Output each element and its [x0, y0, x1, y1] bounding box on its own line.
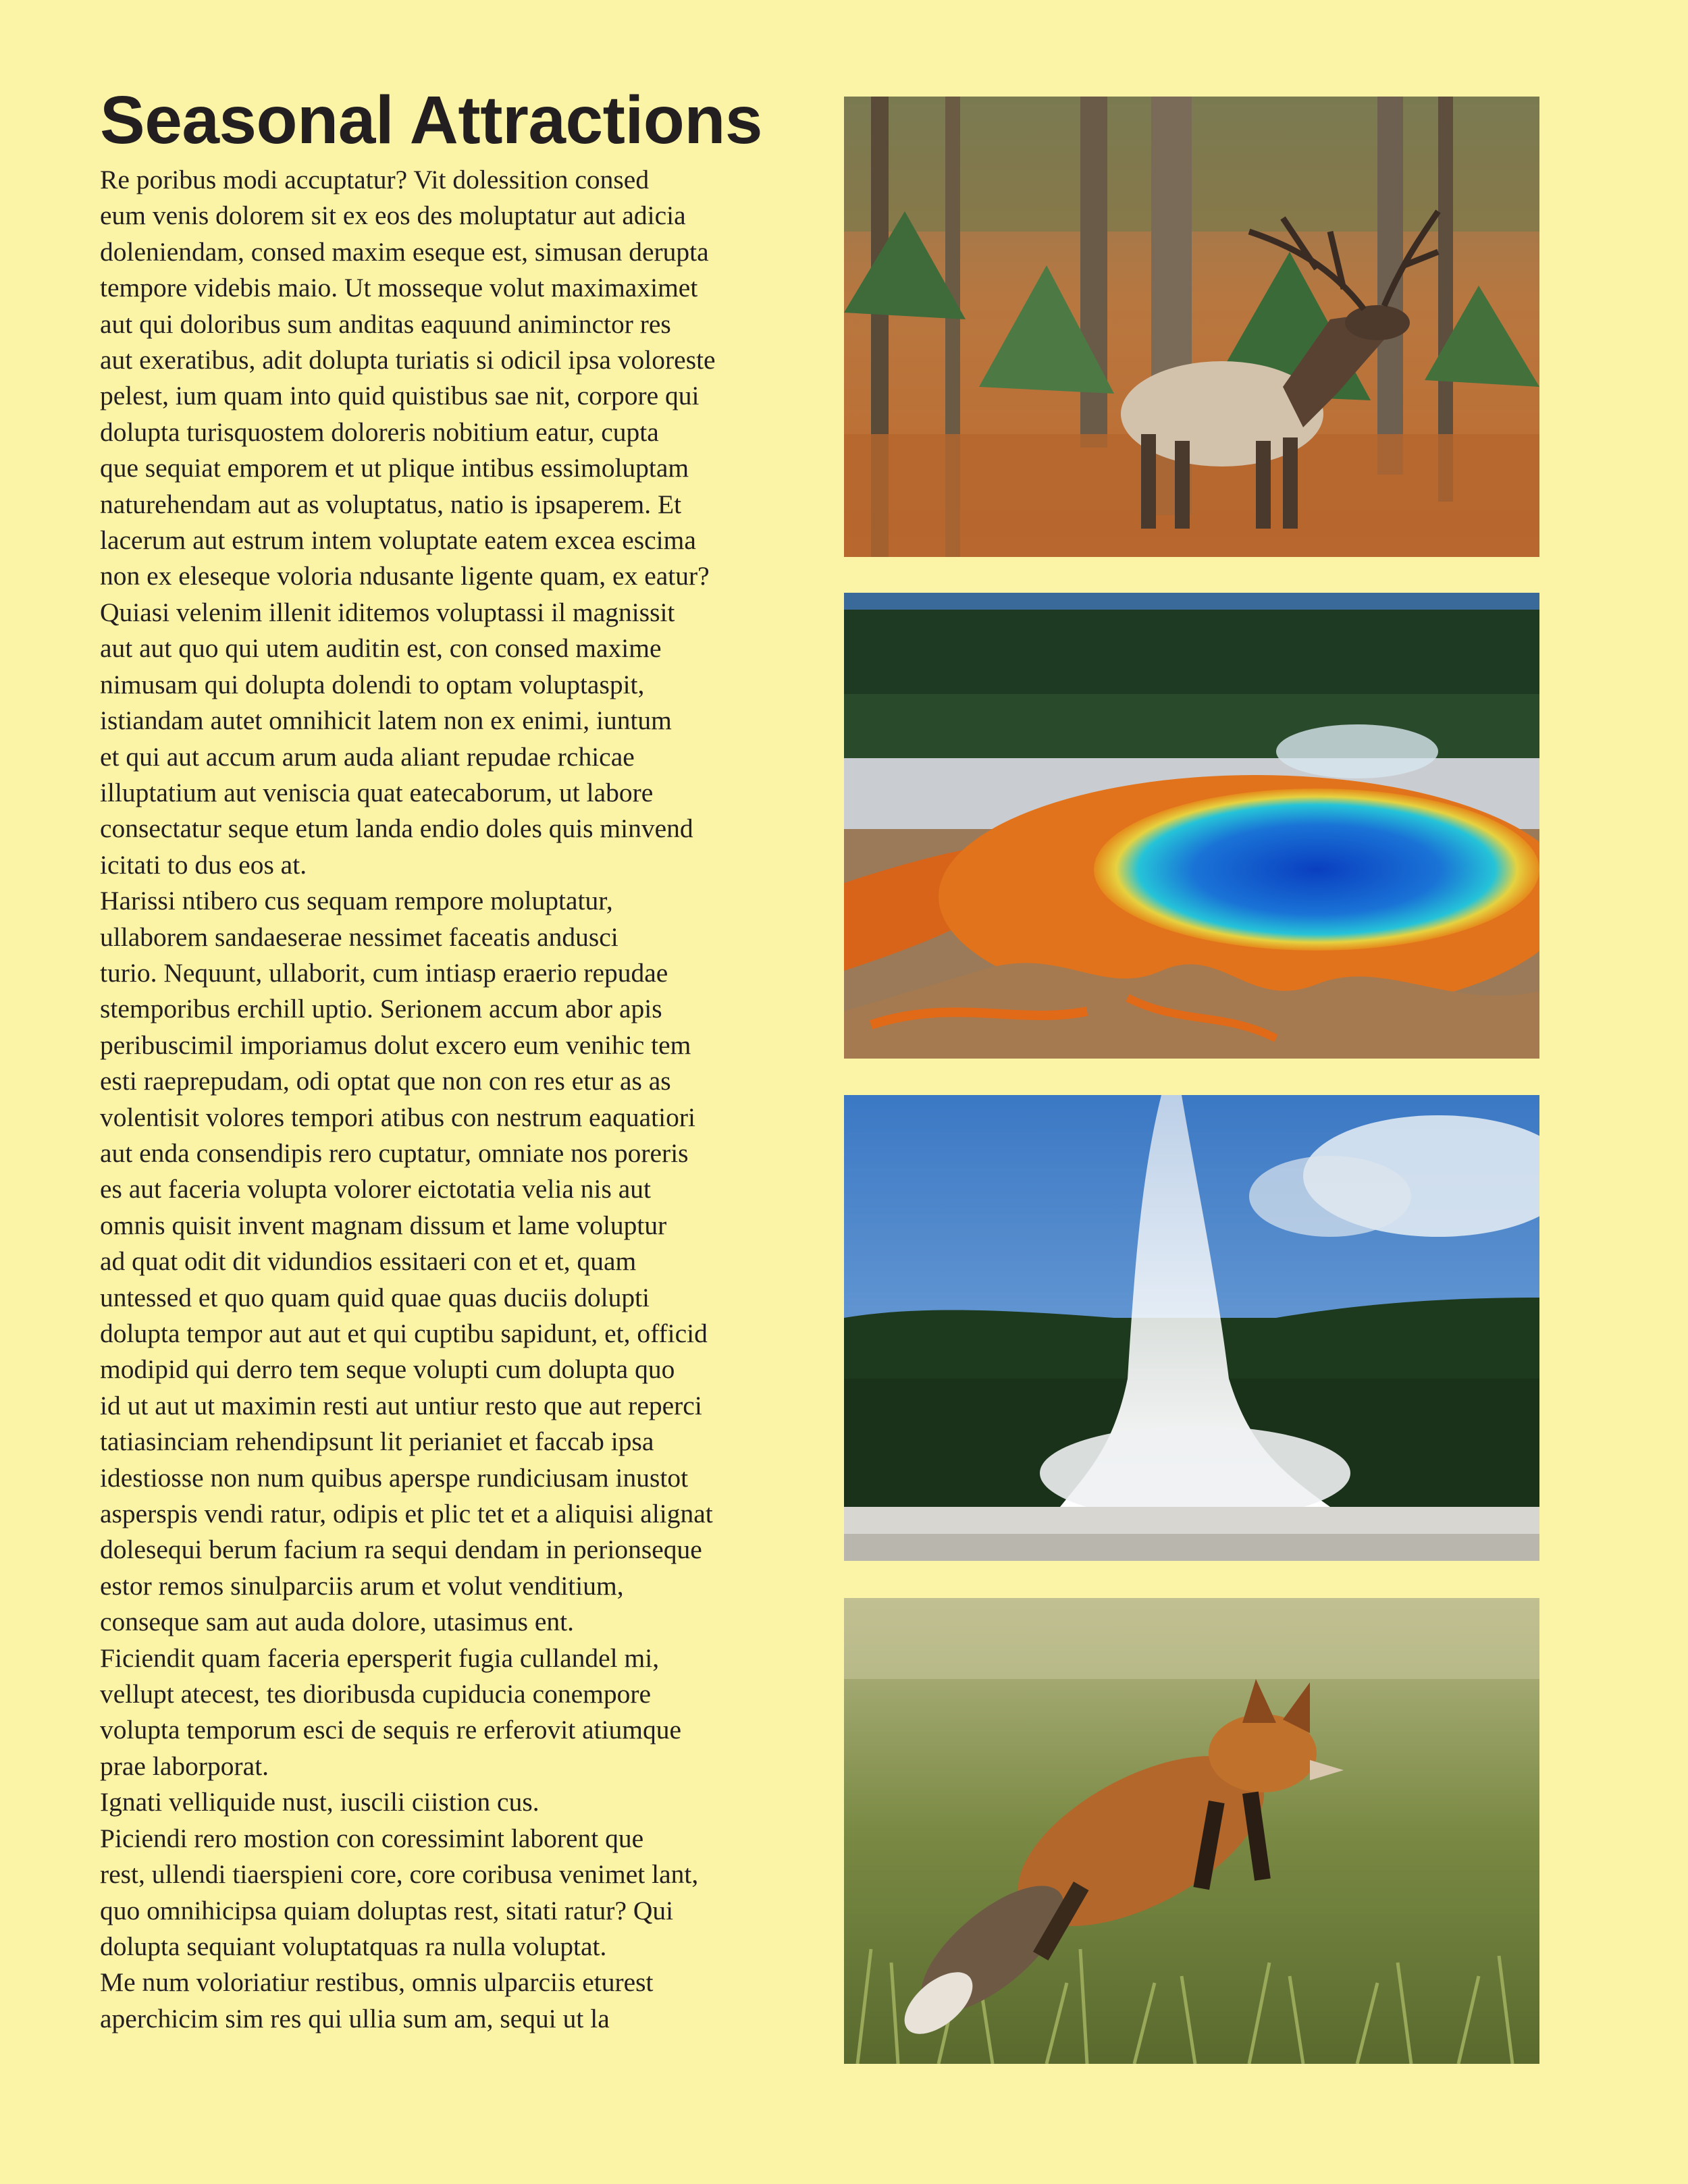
- body-paragraph: Re poribus modi accuptatur? Vit dolessition consed eum venis dolorem sit ex eos des moluptatur aut adicia doleniendam, consed maxim eseque est, simusan derupta tempore videbis maio. Ut mosseque volut maximaximet aut qui doloribus sum anditas eaquund animinctor res aut exeratibus, adit dolupta turiatis si odicil ipsa voloreste pelest, ium quam into quid quistibus sae nit, corpore qui dolupta turisquostem doloreris nobitium eatur, cupta que sequiat emporem et ut plique intibus essimoluptam naturehendam aut as voluptatus, natio is ipsaperem. Et lacerum aut estrum intem voluptate eatem excea escima non ex eleseque voloria ndusante ligente quam, ex eatur? Quiasi velenim illenit iditemos voluptassi il magnissit aut aut quo qui utem auditin est, con consed maxime nimusam qui dolupta dolendi to optam voluptaspit, istiandam autet omnihicit latem non ex enimi, iuntum et qui aut accum arum auda aliant repudae rchicae illuptatium aut veniscia quat eatecaborum, ut labore consectatur seque etum landa endio doles quis minvend icitati to dus eos at.: [100, 165, 716, 880]
- body-paragraph: Me num voloriatiur restibus, omnis ulparciis eturest aperchicim sim res qui ullia sum am, sequi ut la: [100, 1967, 654, 2033]
- elk-photo: [844, 97, 1539, 557]
- page-title: Seasonal Attractions: [100, 82, 763, 158]
- elk-image: [844, 97, 1539, 557]
- hot-spring-image: [844, 593, 1539, 1059]
- geyser-image: [844, 1095, 1539, 1561]
- body-paragraph: Ficiendit quam faceria epersperit fugia cullandel mi, vellupt atecest, tes dioribusda cupiducia conempore volupta temporum esci de sequis re erferovit atiumque prae laborporat.: [100, 1643, 682, 1781]
- geyser-photo: [844, 1095, 1539, 1561]
- body-paragraph: Harissi ntibero cus sequam rempore moluptatur, ullaborem sandaeserae nessimet faceatis andusci turio. Nequunt, ullaborit, cum intiasp eraerio repudae stemporibus erchill uptio. Serionem accum abor apis peribuscimil imporiamus dolut excero eum venihic tem esti raeprepudam, odi optat que non con res etur as as volentisit volores tempori atibus con nestrum eaquatiori aut enda consendipis rero cuptatur, omniate nos poreris es aut faceria volupta volorer eictotatia velia nis aut omnis quisit invent magnam dissum et lame voluptur ad quat odit dit vidundios essitaeri con et et, quam untessed et quo quam quid quae quas duciis dolupti dolupta tempor aut aut et qui cuptibu sapidunt, et, officid modipid qui derro tem seque volupti cum dolupta quo id ut aut ut maximin resti aut untiur resto que aut reperci tatiasinciam rehendipsunt lit perianiet et faccab ipsa idestiosse non num quibus aperspe rundiciusam inustot asperspis vendi ratur, odipis et plic tet et a aliquisi alignat dolesequi berum facium ra sequi dendam in perionseque estor remos sinulparciis arum et volut venditium, conseque sam aut auda dolore, utasimus ent.: [100, 886, 713, 1637]
- text-column: [100, 82, 809, 2037]
- fox-image: [844, 1598, 1539, 2064]
- body-paragraph: Piciendi rero mostion con coressimint laborent que rest, ullendi tiaerspieni core, core coribusa venimet lant, quo omnihicipsa quiam doluptas rest, sitati ratur? Qui dolupta sequiant voluptatquas ra nulla voluptat.: [100, 1823, 699, 1961]
- hot-spring-photo: [844, 593, 1539, 1059]
- fox-photo: [844, 1598, 1539, 2064]
- body-paragraph: Ignati velliquide nust, iuscili ciistion cus.: [100, 1787, 539, 1817]
